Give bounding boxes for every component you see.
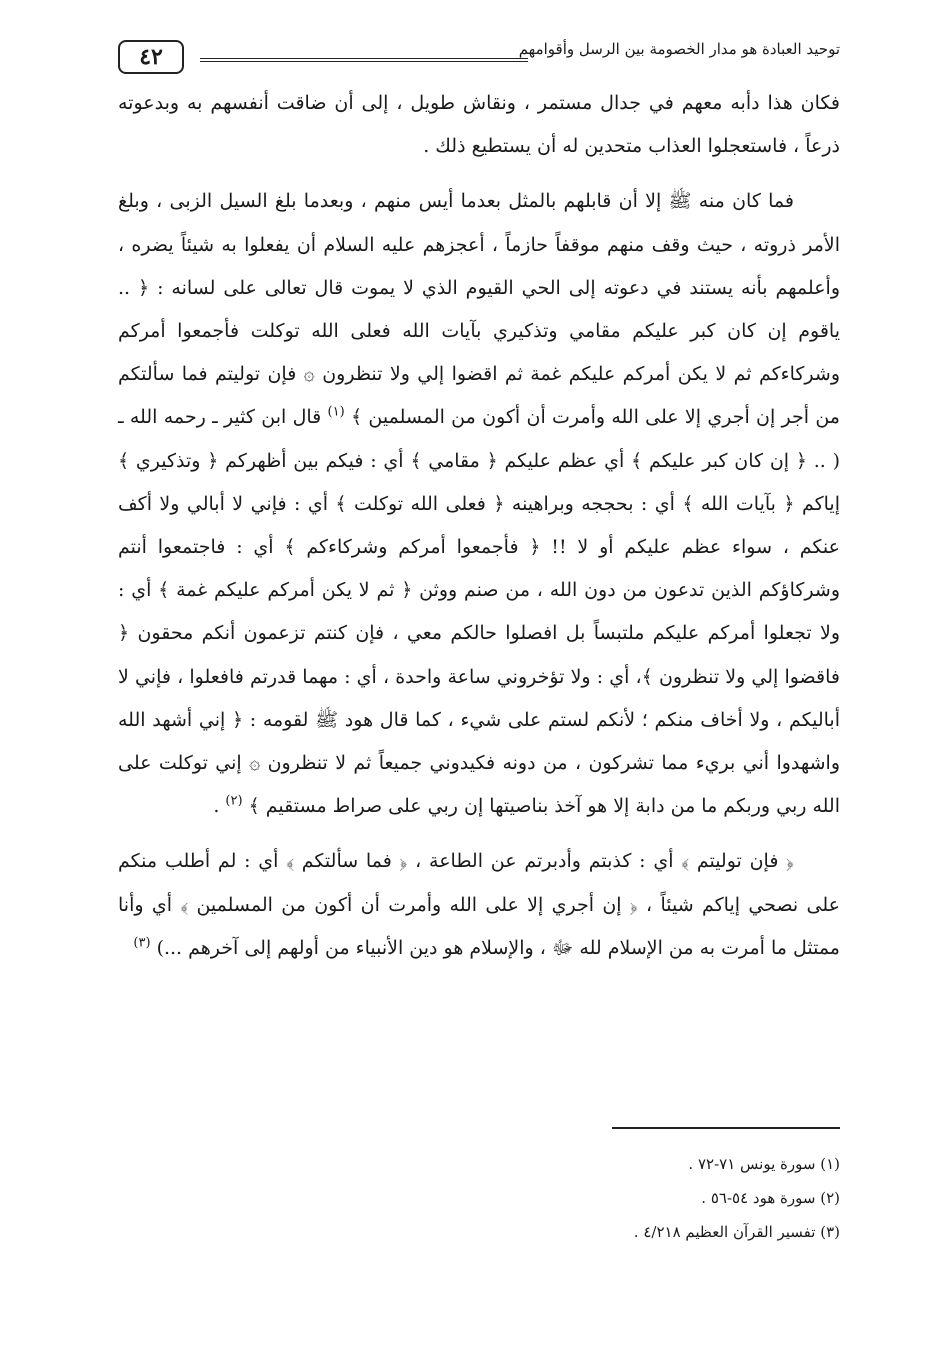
paragraph-2-end: . (213, 795, 226, 818)
running-header-title: توحيد العبادة هو مدار الخصومة بين الرسل وأقوامهم (518, 40, 840, 58)
paragraph-2-text: فما كان منه ﷺ إلا أن قابلهم بالمثل بعدما أيس منهم ، وبعدما بلغ السيل الزبى ، وبلغ الأمر ذروته ، حيث وقف منهم موقفاً حازماً ، أعجزهم عليه السلام أن يفعلوا به شيئاً يضره ، وأعلمهم بأنه يستند في دعوته إلى الحي القيوم الذي لا يموت قال تعالى على لسانه : ﴿ .. ياقوم إن كان كبر عليكم مقامي وتذكيري بآيات الله فعلى الله توكلت فأجمعوا أمركم وشركاءكم ثم لا يكن أمركم عليكم غمة ثم اقضوا إلي ولا تنظرون ۞ فإن توليتم فما سألتكم من أجر إن أجري إلا على الله وأمرت أن أكون من المسلمين ﴾ (118, 190, 840, 429)
footnote-separator (612, 1127, 840, 1129)
footnotes (300, 1147, 840, 1249)
paragraph-1: فكان هذا دأبه معهم في جدال مستمر ، ونقاش طويل ، إلى أن ضاقت أنفسهم به وبدعوته ذرعاً ، فاستعجلوا العذاب متحدين له أن يستطيع ذلك . (118, 92, 840, 158)
main-text (118, 82, 840, 982)
footnote-ref-1: (١) (327, 405, 345, 421)
running-header (118, 38, 840, 86)
page-number: ٤٢ (118, 40, 184, 74)
footnote-ref-3: (٣) (133, 935, 151, 951)
paragraph-2 (118, 180, 840, 828)
footnote-3: (٣) تفسير القرآن العظيم ٤/٢١٨ . (633, 1223, 840, 1241)
paragraph-2-continued: قال ابن كثير ـ رحمه الله ـ ( .. ﴿ إن كان كبر عليكم ﴾ أي عظم عليكم ﴿ مقامي ﴾ أي : فيكم بين أظهركم ﴿ وتذكيري ﴾ إياكم ﴿ بآيات الله ﴾ أي : بحججه وبراهينه ﴿ فعلى الله توكلت ﴾ أي : فإني لا أبالي ولا أكف عنكم ، سواء عظم عليكم أو لا !! ﴿ فأجمعوا أمركم وشركاءكم ﴾ أي : فاجتمعوا أنتم وشركاؤكم الذين تدعون من دون الله ، من صنم ووثن ﴿ ثم لا يكن أمركم عليكم غمة ﴾ أي : ولا تجعلوا أمركم عليكم ملتبساً بل افصلوا حالكم معي ، فإن كنتم تزعمون أنكم محقون ﴿ فاقضوا إلي ولا تنظرون ﴾، أي : ولا تؤخروني ساعة واحدة ، أي : مهما قدرتم فافعلوا ، فإني لا أباليكم ، ولا أخاف منكم ؛ لأنكم لستم على شيء ، كما قال هود ﷺ لقومه : ﴿ إني أشهد الله واشهدوا أني بريء مما تشركون ، من دونه فكيدوني جميعاً ثم لا تنظرون ۞ إني توكلت على الله ربي وربكم ما من دابة إلا هو آخذ بناصيتها إن ربي على صراط مستقيم ﴾ (118, 406, 840, 818)
paragraph-3-text: ﴿ فإن توليتم ﴾ أي : كذبتم وأدبرتم عن الطاعة ، ﴿ فما سألتكم ﴾ أي : لم أطلب منكم على نصحي إياكم شيئاً ، ﴿ إن أجري إلا على الله وأمرت أن أكون من المسلمين ﴾ أي وأنا ممتثل ما أمرت به من الإسلام لله ﷻ ، والإسلام هو دين الأنبياء من أولهم إلى آخرهم ...) (118, 850, 840, 959)
footnote-2: (٢) سورة هود ٥٤-٥٦ . (701, 1189, 840, 1207)
footnote-ref-2: (٢) (225, 793, 243, 809)
header-rule (200, 58, 528, 62)
paragraph-3 (118, 840, 840, 970)
footnote-1: (١) سورة يونس ٧١-٧٢ . (688, 1155, 840, 1173)
